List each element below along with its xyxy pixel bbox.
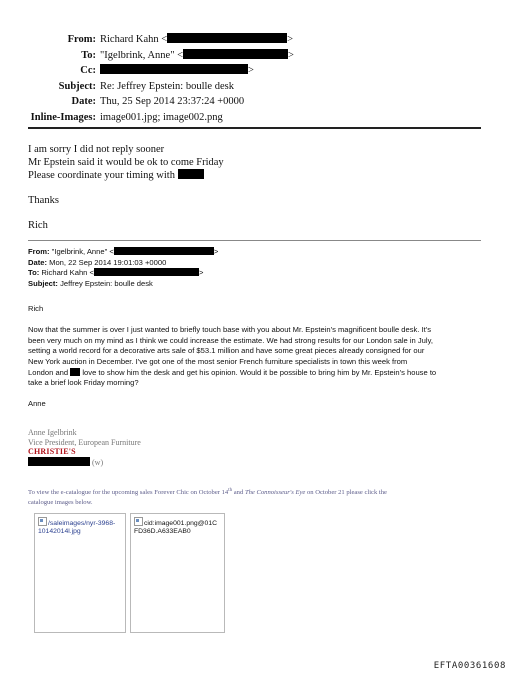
redaction-block (94, 268, 199, 276)
from-row: From: Richard Kahn < > (0, 32, 512, 48)
redaction-block (70, 368, 80, 376)
broken-image-icon (38, 517, 47, 526)
redaction-block (183, 49, 288, 59)
signature-name: Anne Igelbrink (28, 428, 77, 437)
redaction-block (28, 457, 90, 466)
reply-body (28, 144, 224, 233)
to-row: To: "Igelbrink, Anne" < > (0, 48, 512, 64)
quoted-subject-value: Jeffrey Epstein: boulle desk (60, 278, 153, 288)
redaction-block (167, 33, 287, 43)
image-alt-text: cid:image001.png@01CFD36D.A633EAB0 (134, 520, 218, 536)
subject-label: Subject: (58, 80, 96, 92)
subject-value: Re: Jeffrey Epstein: boulle desk (100, 80, 234, 92)
signature (28, 428, 141, 467)
reply-line: I am sorry I did not reply sooner (28, 144, 165, 155)
reply-thanks: Thanks (28, 195, 59, 206)
catalogue-note: To view the e-catalogue for the upcoming sales Forever Chic on October 14th and The Connoisseur's Eye on October 21 please click the catalogue images below. (28, 488, 387, 506)
to-value: "Igelbrink, Anne" < (100, 49, 184, 61)
subject-row (0, 79, 512, 95)
broken-image-icon (134, 517, 143, 526)
from-value: Richard Kahn < (100, 34, 168, 45)
quoted-paragraph-line: take a brief look Friday morning? (28, 378, 139, 388)
cc-row: Cc: > (0, 63, 512, 79)
quoted-greeting: Rich (28, 304, 44, 313)
email-header (0, 32, 512, 125)
quoted-paragraph-line: Now that the summer is over I just wanted to briefly touch base with you about Mr. Epstein's magnificent boulle desk. It's (28, 325, 432, 335)
to-label: To: (81, 49, 96, 61)
redaction-block (114, 247, 214, 255)
reply-line: Please coordinate your timing with (28, 170, 175, 181)
company-logo: CHRISTIE'S (28, 447, 76, 456)
quoted-paragraph-line: been very much on my mind as I think we could increase the estimate. We had strong results for our London sale in July, (28, 335, 433, 345)
catalogue-image-link-2[interactable] (130, 513, 225, 633)
quoted-header: From: "Igelbrink, Anne" < > Date: Mon, 22 Sep 2014 19:01:03 +0000 To: Richard Kahn < > Subject: Jeffrey Epstein: boulle desk (28, 247, 219, 288)
reply-line: Mr Epstein said it would be ok to come Friday (28, 156, 224, 168)
date-label: Date: (71, 96, 96, 107)
redaction-block (100, 64, 248, 74)
quoted-paragraph-line: London and (28, 367, 69, 377)
redaction-block (178, 169, 204, 179)
quoted-paragraph-line: setting a world record for a decorative arts sale of $53.1 million and have some great pieces already consigned for our (28, 346, 425, 356)
inline-images-value: image001.jpg; image002.png (100, 111, 223, 123)
quoted-to-value: Richard Kahn < (41, 268, 94, 277)
reply-signoff: Rich (28, 220, 48, 231)
quote-divider (28, 240, 481, 241)
from-label: From: (67, 34, 96, 45)
inline-images-label: Inline-Images: (30, 111, 96, 123)
phone-suffix: (w) (92, 457, 104, 467)
quoted-body: Rich Now that the summer is over I just wanted to briefly touch base with you about Mr. Epstein's magnificent boulle desk. It's been very much on my mind as I think we could increase the estimate. We had strong results for our London sale in July, setting a world record for a decorative arts sale of $53.1 million and have some great pieces already consigned for our New York auction in December. I've got one of the most senior French furniture specialists in town this week from London and love to show him the desk and get his opinion. Would it be possible to bring him by Mr. Epstein's house to take a brief look Friday morning? Anne (28, 304, 488, 410)
document-id: EFTA00361608 (433, 661, 506, 671)
quoted-date-value: Mon, 22 Sep 2014 19:01:03 +0000 (49, 257, 167, 267)
date-value: Thu, 25 Sep 2014 23:37:24 +0000 (100, 96, 245, 107)
cc-label: Cc: (80, 65, 96, 76)
inline-images-row (0, 110, 512, 126)
quoted-paragraph-line: New York auction in December. I've got one of the most senior French furniture specialists in town this week from (28, 356, 408, 366)
quoted-from-value: "Igelbrink, Anne" < (51, 247, 114, 256)
header-divider (28, 127, 481, 129)
catalogue-image-link-1[interactable] (34, 513, 126, 633)
image-alt-text: /saleimages/nyr-3968-10142014l.jpg (38, 520, 116, 536)
signature-title: Vice President, European Furniture (28, 437, 141, 447)
quoted-closing: Anne (28, 399, 46, 409)
date-row (0, 94, 512, 110)
